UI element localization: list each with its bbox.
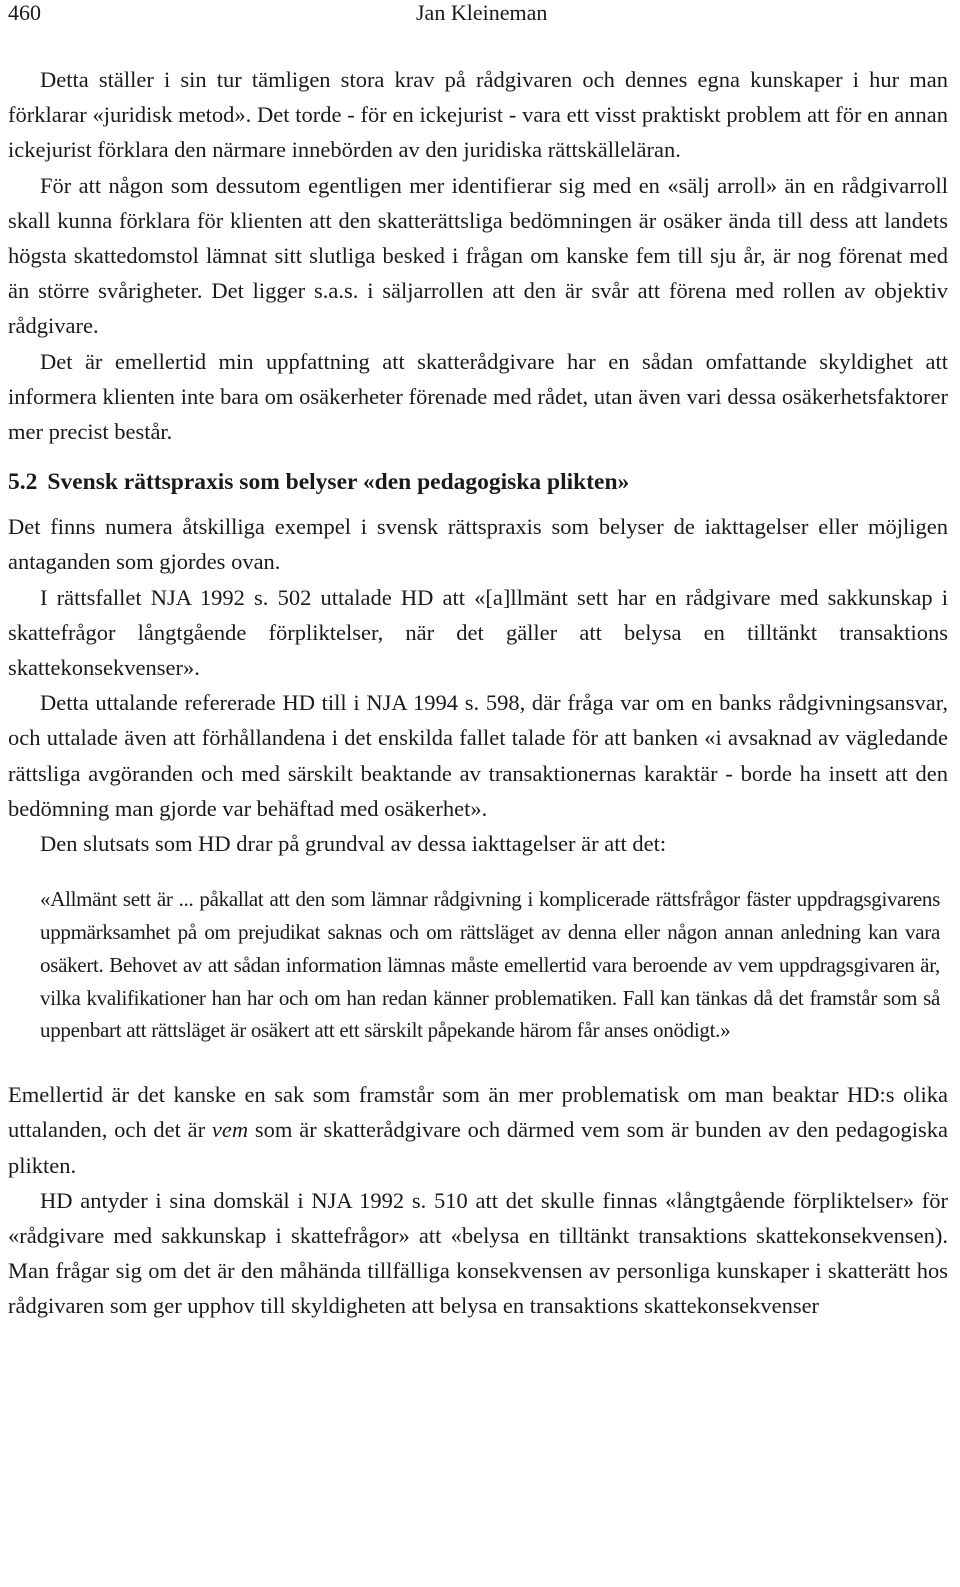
running-head: Jan Kleineman <box>416 0 548 25</box>
page-header <box>8 0 952 28</box>
paragraph: Den slutsats som HD drar på grundval av dessa iakttagelser är att det: <box>40 831 667 857</box>
paragraph-text: som är skatterådgivare och därmed vem som är bunden av den pedagogiska plikten. <box>8 1117 948 1178</box>
block-quote: «Allmänt sett är ... påkallat att den som lämnar rådgivning i komplicerade rättsfrågor fäster uppdragsgivarens uppmärksamhet på om prejudikat saknas och om rättsläget av denna eller någon annan anledning kan vara osäkert. Behovet av att sådan information lämnas måste emellertid vara beroende av vem uppdragsgivaren är, vilka kvalifikationer han har och om han redan känner problematiken. Fall kan tänkas då det framstår som så uppenbart att rättsläget är osäkert att ett särskilt påpekande härom får anses onödigt.» <box>40 887 940 1043</box>
paragraph: Detta uttalande refererade HD till i NJA 1994 s. 598, där fråga var om en banks rådgivningsansvar, och uttalade även att förhållandena i det enskilda fallet talade för att banken «i avsaknad av vägledande rättsliga avgöranden och med särskilt beaktande av transaktionernas karaktär - borde ha insett att den bedömning man gjorde var behäftad med osäkerhet». <box>8 690 948 821</box>
paragraph: Det finns numera åtskilliga exempel i svensk rättspraxis som belyser de iakttagelser eller möjligen antaganden som gjordes ovan. <box>8 514 948 575</box>
emphasis-text: vem <box>211 1117 249 1143</box>
page-number: 460 <box>8 0 41 25</box>
paragraph-text: Emellertid är det kanske en sak som framstår som än mer problematisk om man beaktar HD:s olika uttalanden, och det är <box>8 1082 948 1143</box>
paragraph <box>8 1077 948 1183</box>
paragraph: Det är emellertid min uppfattning att skatterådgivare har en sådan omfattande skyldighet att informera klienten inte bara om osäkerheter förenade med rådet, utan även vari dessa osäkerhetsfaktorer mer precist består. <box>8 348 948 445</box>
section-heading-title: Svensk rättspraxis som belyser «den pedagogiska plikten» <box>47 469 630 496</box>
section-heading-number: 5.2 <box>8 469 38 496</box>
paragraph: Detta ställer i sin tur tämligen stora krav på rådgivaren och dennes egna kunskaper i hur man förklarar «juridisk metod». Det torde - för en ickejurist - vara ett visst praktiskt problem att för en annan ickejurist förklara den närmare innebörden av den juridiska rättskälleläran. <box>8 67 948 163</box>
paragraph: I rättsfallet NJA 1992 s. 502 uttalade HD att «[a]llmänt sett har en rådgivare med sakkunskap i skattefrågor långtgående förpliktelser, när det gäller att belysa en tilltänkt transaktions skattekonsekvenser». <box>8 584 948 681</box>
page-body <box>8 62 948 1324</box>
paragraph: För att någon som dessutom egentligen mer identifierar sig med en «sälj arroll» än en rådgivarroll skall kunna förklara för klienten att den skatterättsliga bedömningen är osäker ända till dess att landets högsta skattedomstol lämnat sitt slutliga besked i frågan om kanske fem till sju år, är nog förenat med än större svårigheter. Det ligger s.a.s. i säljarrollen att den är svår att förena med rollen av objektiv rådgivare. <box>8 172 948 339</box>
section-heading <box>8 465 948 499</box>
paragraph: HD antyder i sina domskäl i NJA 1992 s. 510 att det skulle finnas «långtgående förpliktelser» för «rådgivare med sakkunskap i skattefrågor» att «belysa en tilltänkt transaktions skattekonsekvensen). Man frågar sig om det är den måhända tillfälliga konsekvensen av personliga kunskaper i skatterätt hos rådgivaren som ger upphov till skyldigheten att belysa en transaktions skattekonsekvenser <box>8 1187 948 1319</box>
